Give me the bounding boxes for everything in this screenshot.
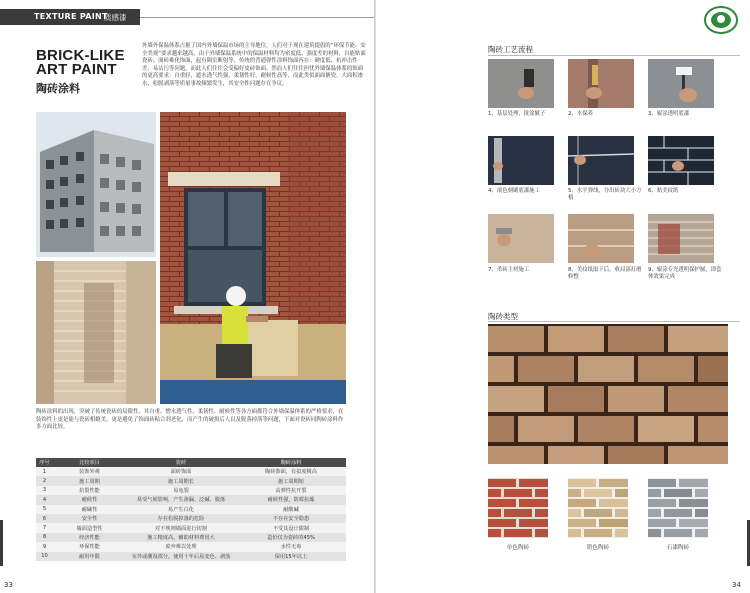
- table-header-row: [36, 458, 346, 467]
- worker-photo: [160, 112, 346, 404]
- side-marker: [0, 520, 3, 566]
- section-title-process: 陶砖工艺流程: [488, 45, 533, 54]
- comparison-caption: 陶砖涂料的出现，突破了传统瓷砖的局限性，其自重、憎水透气性、柔韧性、耐候性等各方面都符合外墙保温体系的严格要求，在装饰性上更是能与瓷砖相媲美，更是避免了饰面砖粘合剂老化，而产生的破损后人以及脱落掉落等问题，下面对瓷砖同陶砖涂料作多方面比较。: [36, 409, 344, 431]
- table-cell: 面砖饰面: [126, 467, 236, 476]
- building-photo: [36, 112, 156, 257]
- table-cell: 造价仅为瓷砖的45%: [236, 533, 346, 542]
- section-title-types: 陶砖类型: [488, 312, 518, 321]
- left-page: [0, 0, 374, 593]
- table-cell: 5: [36, 505, 53, 514]
- table-row: [36, 486, 346, 495]
- table-cell: 7: [36, 523, 53, 532]
- swatch-mixed-color: [568, 478, 628, 538]
- table-cell: 1: [36, 467, 53, 476]
- step-caption-3: 3、辊涂透明底漆: [648, 111, 690, 117]
- table-row: [36, 533, 346, 542]
- step-image-6: [648, 136, 714, 185]
- table-header-cell: 序号: [36, 458, 53, 467]
- step-caption-9: 9、辊涂专光透明保护腻，即套体效果完成: [648, 267, 722, 280]
- brand-logo-icon: [704, 6, 738, 34]
- table-row: [36, 514, 346, 523]
- table-cell: 高弹性抗开裂: [236, 486, 346, 495]
- table-cell: 保用15年以上: [236, 552, 346, 561]
- header-title-cn: 质感漆: [104, 13, 127, 22]
- step-image-3: [648, 59, 714, 108]
- step-caption-6: 6、贴美纹纸: [648, 188, 679, 194]
- table-cell: 施工周期长: [126, 476, 236, 485]
- page-number-right: 34: [732, 581, 741, 589]
- header-title-en: TEXTURE PAINT: [34, 12, 108, 21]
- table-row: [36, 476, 346, 485]
- step-image-7: [488, 214, 554, 263]
- table-cell: 存在松脱掉落的危险: [126, 514, 236, 523]
- table-cell: 8: [36, 533, 53, 542]
- swatch-caption-3: 石漆陶砖: [666, 545, 690, 551]
- page-title-en: BRICK-LIKE ART PAINT: [36, 47, 125, 78]
- table-row: [36, 542, 346, 551]
- table-cell: 9: [36, 542, 53, 551]
- table-cell: 2: [36, 476, 53, 485]
- step-caption-7: 7、杀砖主材施工: [488, 267, 530, 273]
- table-row: [36, 495, 346, 504]
- section-rule: [488, 321, 740, 322]
- table-cell: 环保性能: [53, 542, 126, 551]
- table-cell: 易龟裂: [126, 486, 236, 495]
- table-cell: 耐用年限: [53, 552, 126, 561]
- header-bar: [0, 9, 140, 25]
- table-cell: 室外或潮湿部分，使用十年后易变色、剥落: [126, 552, 236, 561]
- right-page: [376, 0, 750, 593]
- table-header-cell: 比较项目: [53, 458, 126, 467]
- table-cell: 10: [36, 552, 53, 561]
- table-header-cell: 陶砖涂料: [236, 458, 346, 467]
- table-cell: 3: [36, 486, 53, 495]
- table-cell: 易受气候影响，产生渗漏、泛碱、脱落: [126, 495, 236, 504]
- table-cell: 不存在安全隐患: [236, 514, 346, 523]
- table-cell: 4: [36, 495, 53, 504]
- step-image-2: [568, 59, 634, 108]
- table-cell: 施工周期短: [236, 476, 346, 485]
- step-caption-2: 2、水保养: [568, 111, 593, 117]
- table-cell: 耐候性: [53, 495, 126, 504]
- table-cell: 抗裂性能: [53, 486, 126, 495]
- section-rule: [488, 55, 740, 56]
- table-row: [36, 552, 346, 561]
- page-title-cn: 陶砖涂料: [36, 82, 80, 95]
- table-cell: 装饰外观: [53, 467, 126, 476]
- table-cell: 对不规则墙面进行切割: [126, 523, 236, 532]
- page-number-left: 33: [4, 581, 13, 589]
- table-row: [36, 523, 346, 532]
- table-cell: 易产生白化: [126, 505, 236, 514]
- table-cell: 墙面造型性: [53, 523, 126, 532]
- table-cell: 耐碱性: [53, 505, 126, 514]
- swatch-caption-1: 单色陶砖: [506, 545, 530, 551]
- step-image-4: [488, 136, 554, 185]
- table-cell: 施工周期: [53, 476, 126, 485]
- wall-detail-photo: [36, 261, 156, 404]
- intro-paragraph: 外墙外保温体系占据了国内外墙保温市场的主导地位，人们对于现在建筑提倡的“环保节能、安全美观”要求越来越高，由于外墙保温系统中的保温材料均为密度低、强度差的材料，自能贴面瓷砖、面砖难化饰面，起有隔室断射等，传统的普通弹性涂料饰面容在：硬度低、抗冲击性差、易沾污等问题，而此人们往往会受偏好皮砖饰面。然而人们往往担忧外墙保温体系的饰面的更高要求：自重轻，遮水透气性强，柔韧性好，耐候性高等，而此类似面面搪瓷，大面积渗水、松脱剥落等质量事故频繁发生，其安全性问题存在争议。: [142, 43, 366, 87]
- table-cell: 经济性能: [53, 533, 126, 542]
- step-caption-5: 5、水平弹线，分出砖块大小方格: [568, 188, 642, 201]
- table-row: [36, 467, 346, 476]
- step-caption-8: 8、美纹纸取下后，收局部打磨修整: [568, 267, 642, 280]
- step-image-8: [568, 214, 634, 263]
- step-image-1: [488, 59, 554, 108]
- table-header-cell: 瓷砖: [126, 458, 236, 467]
- step-caption-1: 1、基层处理，批涂腻子: [488, 111, 546, 117]
- swatch-single-color: [488, 478, 548, 538]
- swatch-stone-paint: [648, 478, 708, 538]
- table-cell: 耐候性强，防霉抗藻: [236, 495, 346, 504]
- step-caption-4: 4、滚色刻刷底漆施工: [488, 188, 540, 194]
- table-cell: 废弃难以处理: [126, 542, 236, 551]
- table-cell: 陶砖饰面，有拟度极高: [236, 467, 346, 476]
- comparison-table: [36, 458, 346, 561]
- header-rule: [140, 17, 374, 18]
- table-row: [36, 505, 346, 514]
- brick-texture-sample: [488, 324, 728, 464]
- table-cell: 施工精度高，辅助材料费用大: [126, 533, 236, 542]
- step-image-5: [568, 136, 634, 185]
- table-cell: 安全性: [53, 514, 126, 523]
- step-image-9: [648, 214, 714, 263]
- table-cell: 6: [36, 514, 53, 523]
- table-cell: 耐酸碱: [236, 505, 346, 514]
- swatch-caption-2: 错色陶砖: [586, 545, 610, 551]
- table-cell: 不受其设计限制: [236, 523, 346, 532]
- table-cell: 水性无毒: [236, 542, 346, 551]
